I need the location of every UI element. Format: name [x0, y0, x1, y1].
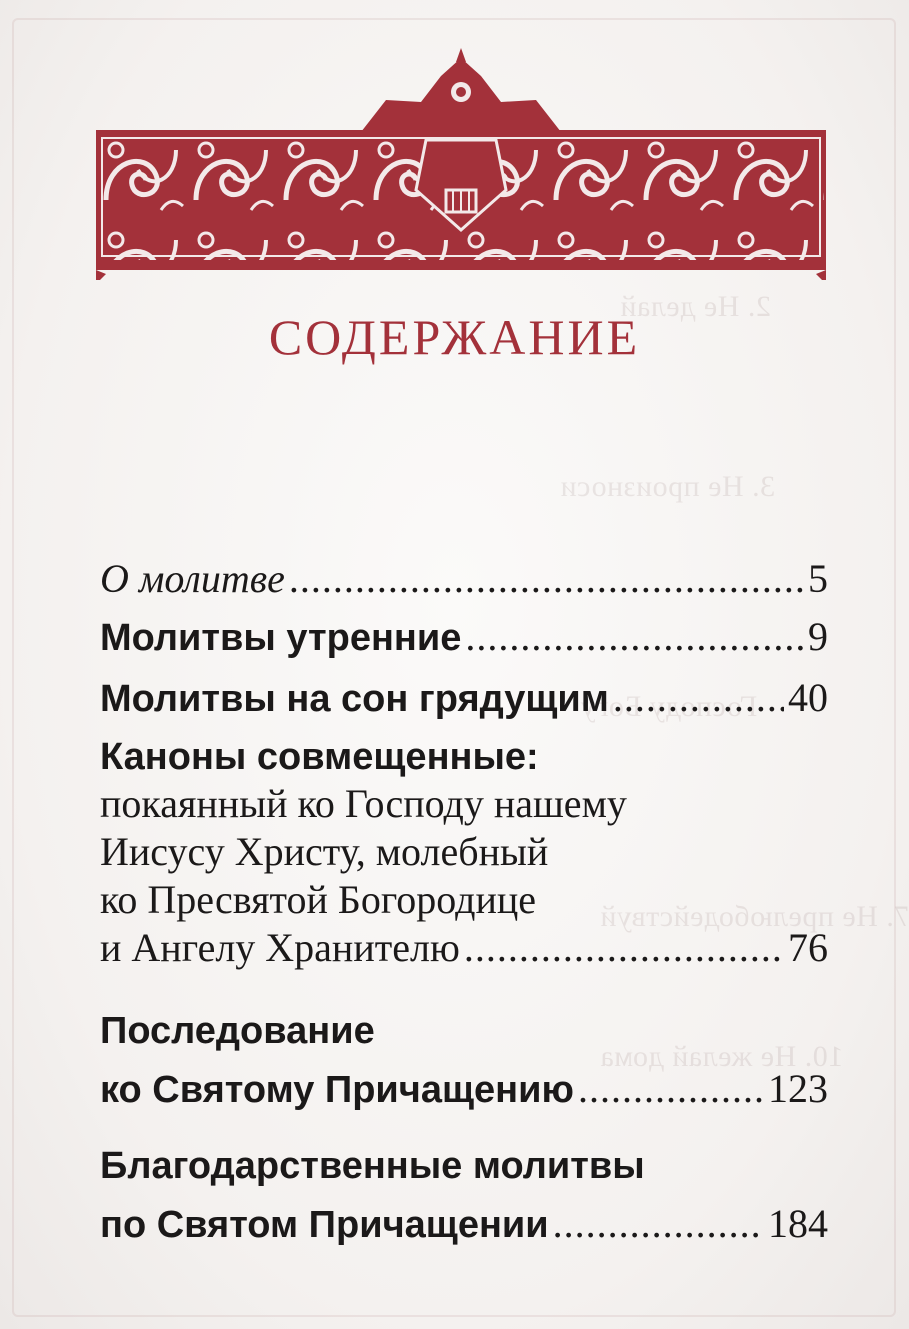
dot-leader — [613, 675, 784, 721]
toc-page-number: 9 — [808, 614, 828, 659]
dot-leader — [464, 924, 784, 972]
toc-page-number: 40 — [788, 675, 828, 720]
toc-entry — [100, 556, 828, 602]
dot-leader — [578, 1060, 764, 1118]
toc-entry — [100, 675, 828, 722]
toc-entry-last-line — [100, 924, 828, 972]
toc-entry-title: Каноны совмещенные: — [100, 736, 539, 778]
toc-entry-last-line — [100, 1060, 828, 1119]
toc-entry-title: Молитвы утренние — [100, 617, 462, 659]
floral-ornament-banner — [96, 40, 826, 280]
page-title: СОДЕРЖАНИЕ — [268, 309, 641, 365]
table-of-contents — [100, 556, 828, 1254]
toc-entry-title: О молитве — [100, 556, 285, 601]
toc-page-number: 5 — [808, 556, 828, 601]
dot-leader — [465, 614, 804, 660]
toc-entry — [100, 1137, 828, 1254]
toc-entry-subtitle: покаянный ко Господу нашему — [100, 781, 627, 826]
dot-leader — [553, 1195, 764, 1253]
toc-entry-last-line — [100, 1195, 828, 1254]
toc-entry — [100, 734, 828, 972]
toc-entry — [100, 1002, 828, 1119]
toc-entry — [100, 614, 828, 661]
toc-page-number: 123 — [768, 1066, 828, 1111]
toc-entry-title: Благодарственные молитвы — [100, 1145, 645, 1187]
toc-entry-subtitle: и Ангелу Хранителю — [100, 925, 460, 970]
toc-entry-title: Последование — [100, 1010, 375, 1052]
toc-entry-title: ко Святому Причащению — [100, 1069, 574, 1111]
toc-entry-subtitle: ко Пресвятой Богородице — [100, 877, 537, 922]
toc-entry-title: Молитвы на сон грядущим — [100, 678, 609, 720]
toc-page-number: 76 — [788, 925, 828, 970]
dot-leader — [289, 556, 804, 602]
toc-entry-subtitle: Иисусу Христу, молебный — [100, 829, 549, 874]
toc-page-number: 184 — [768, 1201, 828, 1246]
toc-entry-title: по Святом Причащении — [100, 1204, 549, 1246]
